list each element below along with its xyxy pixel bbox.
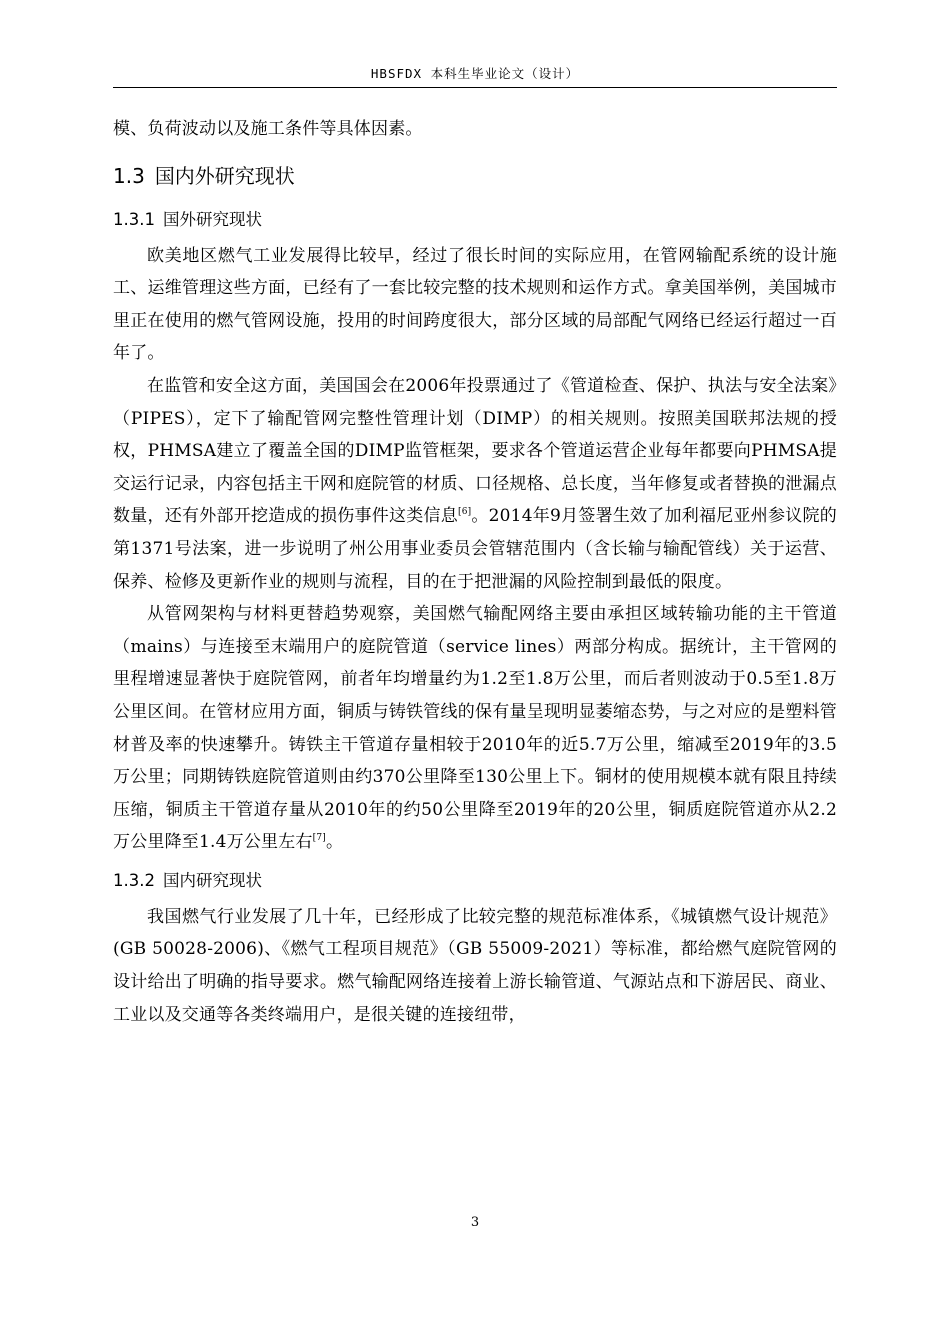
paragraph-text: 。 — [326, 832, 344, 853]
paragraph-foreign-overview: 欧美地区燃气工业发展得比较早，经过了很长时间的实际应用，在管网输配系统的设计施工、运维管理这些方面，已经有了一套比较完整的技术规则和运作方式。拿美国举例，美国城市里正在使用的燃气管网设施，投用的时间跨度很大，部分区域的局部配气网络已经运行超过一百年了。 — [113, 245, 837, 364]
running-header: HBSFDX 本科生毕业论文（设计） — [370, 66, 580, 81]
section-heading-1-3 — [113, 160, 837, 192]
subsection-heading-1-3-1 — [113, 204, 837, 236]
page-body — [113, 113, 837, 1031]
paragraph-regulation — [113, 370, 837, 598]
subsection-number: 1.3.2 — [113, 870, 155, 890]
paragraph-domestic-overview: 我国燃气行业发展了几十年，已经形成了比较完整的规范标准体系，《城镇燃气设计规范》(GB 50028-2006)、《燃气工程项目规范》（GB 55009-2021）等标准，都给燃气庭院管网的设计给出了明确的指导要求。燃气输配网络连接着上游长输管道、气源站点和下游居民、商业、工业以及交通等各类终端用户，是很关键的连接纽带， — [113, 906, 837, 1025]
paragraph-continued: 模、负荷波动以及施工条件等具体因素。 — [113, 119, 423, 139]
citation-6: [6] — [457, 507, 472, 518]
subsection-title: 国外研究现状 — [162, 209, 262, 229]
citation-7: [7] — [312, 833, 326, 844]
page-number: 3 — [470, 1215, 480, 1230]
paragraph-text: 从管网架构与材料更替趋势观察，美国燃气输配网络主要由承担区域转输功能的主干管道（mains）与连接至末端用户的庭院管道（service lines）两部分构成。据统计，主干管网的里程增速显著快于庭院管网，前者年均增量约为1.2至1.8万公里，而后者则波动于0.5至1.8万公里区间。在管材应用方面，铜质与铸铁管线的保有量呈现明显萎缩态势，与之对应的是塑料管材普及率的快速攀升。铸铁主干管道存量相较于2010年的近5.7万公里，缩减至2019年的3.5万公里；同期铸铁庭院管道则由约370公里降至130公里上下。铜材的使用规模本就有限且持续压缩，铜质主干管道存量从2010年的约50公里降至2019年的20公里，铜质庭院管道亦从2.2万公里降至1.4万公里左右 — [113, 604, 837, 853]
section-number: 1.3 — [113, 163, 145, 188]
paragraph-text: 。2014年9月签署生效了加利福尼亚州参议院的第1371号法案，进一步说明了州公用事业委员会管辖范围内（含长输与输配管线）关于运营、保养、检修及更新作业的规则与流程，目的在于把泄漏的风险控制到最低的限度。 — [113, 506, 837, 592]
header-rule — [113, 87, 837, 88]
paragraph-text: 在监管和安全这方面，美国国会在2006年投票通过了《管道检查、保护、执法与安全法案》（PIPES），定下了输配管网完整性管理计划（DIMP）的相关规则。按照美国联邦法规的授权，PHMSA建立了覆盖全国的DIMP监管框架，要求各个管道运营企业每年都要向PHMSA提交运行记录，内容包括主干网和庭院管的材质、口径规格、总长度，当年修复或者替换的泄漏点数量，还有外部开挖造成的损伤事件这类信息 — [113, 375, 837, 527]
paragraph-materials — [113, 598, 837, 859]
subsection-heading-1-3-2 — [113, 865, 837, 897]
section-title: 国内外研究现状 — [154, 163, 295, 188]
subsection-title: 国内研究现状 — [162, 870, 262, 890]
subsection-number: 1.3.1 — [113, 209, 155, 229]
